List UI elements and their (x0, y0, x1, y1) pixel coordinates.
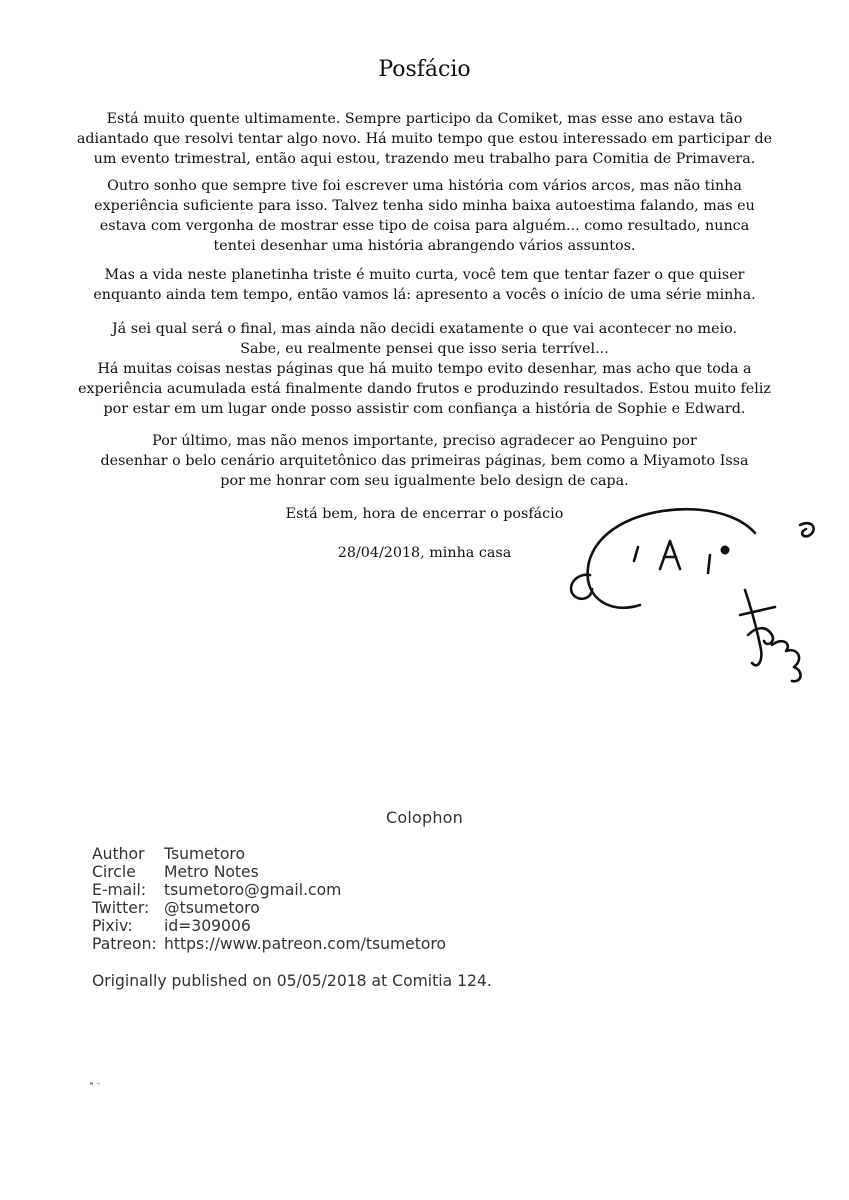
text-line: por estar em um lugar onde posso assistir com confiança a história de Sophie e Edward. (103, 401, 746, 417)
text-line: Há muitas coisas nestas páginas que há muito tempo evito desenhar, mas acho que toda a (97, 361, 752, 377)
colophon-row-pixiv (92, 917, 446, 935)
colophon-row-author (92, 845, 446, 863)
colophon-label: Pixiv: (92, 917, 133, 935)
text-line: Outro sonho que sempre tive foi escrever uma história com vários arcos, mas não tinha (107, 178, 742, 194)
scan-speck-mark (90, 1082, 102, 1085)
closing-text: Está bem, hora de encerrar o posfácio (285, 506, 564, 522)
paragraph-4 (60, 319, 789, 419)
colophon-label: E-mail: (92, 881, 147, 899)
text-line: adiantado que resolvi tentar algo novo. Há muito tempo que estou interessado em participar de (76, 131, 773, 147)
colophon-row-twitter (92, 899, 446, 917)
text-line: Por último, mas não menos importante, preciso agradecer ao Penguino por (152, 433, 697, 449)
text-line: Sabe, eu realmente pensei que isso seria terrível... (240, 341, 609, 357)
colophon-title: Colophon (385, 808, 464, 827)
colophon-value: tsumetoro@gmail.com (164, 881, 342, 899)
colophon-row-circle (92, 863, 446, 881)
colophon-value: id=309006 (164, 917, 251, 935)
colophon-row-email (92, 881, 446, 899)
colophon-label: Patreon: (92, 935, 157, 953)
text-line: Mas a vida neste planetinha triste é muito curta, você tem que tentar fazer o que quiser (104, 267, 745, 283)
text-line: enquanto ainda tem tempo, então vamos lá: apresento a vocês o início de uma série minha. (93, 287, 756, 303)
colophon-value: Metro Notes (164, 863, 259, 881)
colophon-row-patreon (92, 935, 446, 953)
text-line: Está muito quente ultimamente. Sempre participo da Comiket, mas esse ano estava tão (106, 111, 743, 127)
colophon-value: @tsumetoro (164, 899, 260, 917)
paragraph-2 (60, 176, 789, 256)
text-line: tentei desenhar uma história abrangendo vários assuntos. (213, 238, 636, 254)
paragraph-1 (60, 109, 789, 169)
paragraph-5 (60, 431, 789, 491)
colophon-label: Circle (92, 863, 136, 881)
page-title: Posfácio (378, 57, 471, 82)
colophon-label: Twitter: (92, 899, 150, 917)
text-line: desenhar o belo cenário arquitetônico das primeiras páginas, bem como a Miyamoto Issa (100, 453, 749, 469)
colophon-label: Author (92, 845, 145, 863)
signature-doodle (560, 495, 820, 695)
text-line: um evento trimestral, então aqui estou, trazendo meu trabalho para Comitia de Primavera. (93, 151, 756, 167)
text-line: estava com vergonha de mostrar esse tipo de coisa para alguém... como resultado, nunca (99, 218, 750, 234)
text-line: Já sei qual será o final, mas ainda não decidi exatamente o que vai acontecer no meio. (111, 321, 738, 337)
colophon-details (92, 845, 446, 953)
text-line: experiência suficiente para isso. Talvez tenha sido minha baixa autoestima falando, mas eu (94, 198, 755, 214)
date-text: 28/04/2018, minha casa (337, 545, 512, 561)
colophon-value: https://www.patreon.com/tsumetoro (164, 935, 447, 953)
text-line: por me honrar com seu igualmente belo design de capa. (220, 473, 629, 489)
paragraph-3 (60, 265, 789, 305)
text-line: experiência acumulada está finalmente dando frutos e produzindo resultados. Estou muito feliz (78, 381, 771, 397)
publication-note: Originally published on 05/05/2018 at Comitia 124. (92, 972, 492, 990)
colophon-value: Tsumetoro (164, 845, 245, 863)
